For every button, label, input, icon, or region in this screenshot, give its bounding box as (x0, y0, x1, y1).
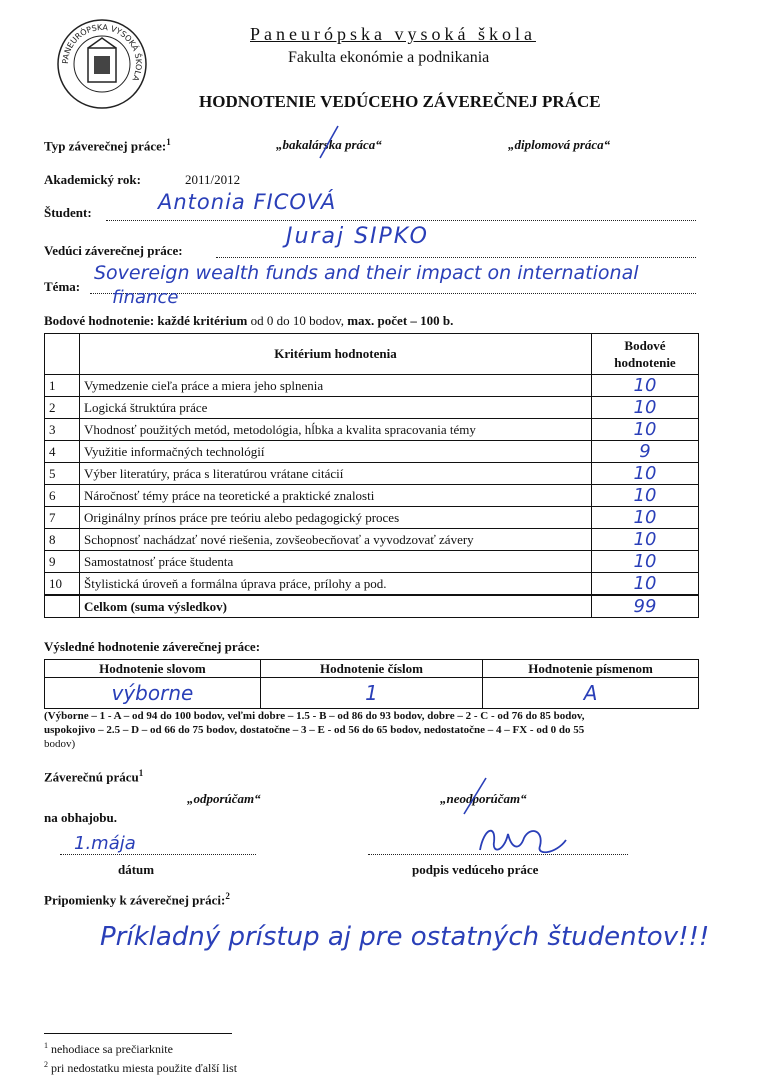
recommend-option: „odporúčam“ (187, 791, 261, 806)
student-value: Antonia FICOVÁ (158, 190, 337, 214)
final-grade-table (44, 659, 699, 709)
criteria-table (44, 333, 699, 618)
year-label: Akademický rok: (44, 172, 141, 187)
grade-letter-value: A (483, 678, 699, 709)
criterion-row: 7 Originálny prínos práce pre teóriu alebo pedagogický proces 10 (45, 507, 699, 529)
theme-value-line2: finance (112, 287, 179, 308)
criterion-column-header: Kritérium hodnotenia (80, 334, 592, 375)
supervisor-line (216, 256, 696, 258)
theme-value-line1: Sovereign wealth funds and their impact on international (94, 262, 639, 284)
type-label: Typ záverečnej práce:$^1$ (44, 137, 171, 154)
student-line (106, 219, 696, 221)
scoring-heading: Bodové hodnotenie: každé kritérium od 0 do 10 bodov, max. počet – 100 b. (44, 313, 454, 328)
date-value: 1.mája (74, 833, 136, 854)
criterion-row: 5 Výber literatúry, práca s literatúrou vrátane citácií 10 (45, 463, 699, 485)
grade-letter-header: Hodnotenie písmenom (483, 660, 699, 678)
university-seal (56, 18, 148, 110)
footnote-2: $^2$ pri nedostatku miesta použite ďalší list (44, 1060, 238, 1075)
theme-label: Téma: (44, 279, 81, 294)
student-label: Študent: (44, 205, 92, 220)
signature-label: podpis vedúceho práce (412, 862, 539, 877)
date-label: dátum (118, 862, 155, 877)
grade-number-header: Hodnotenie číslom (260, 660, 482, 678)
signature-line (368, 853, 628, 855)
year-value: 2011/2012 (185, 172, 241, 187)
total-value: 99 (592, 595, 699, 618)
criterion-row: 10 Štylistická úroveň a formálna úprava práce, prílohy a pod. 10 (45, 573, 699, 596)
type-option-bachelor: „bakalárska práca“ (276, 137, 382, 152)
criterion-row: 6 Náročnosť témy práce na teoretické a praktické znalosti 10 (45, 485, 699, 507)
footnote-1: $^1$ nehodiace sa prečiarknite (44, 1041, 173, 1056)
criteria-header-row (45, 334, 699, 375)
strike-mark (316, 124, 342, 160)
grade-number-value: 1 (260, 678, 482, 709)
total-label: Celkom (suma výsledkov) (80, 595, 592, 618)
grade-scale: (Výborne – 1 - A – od 94 do 100 bodov, veľmi dobre – 1.5 - B – od 86 do 93 bodov, dobre – 2 - C - od 76 do 85 bodov, uspokojivo – 2.5 – D – od 66 do 75 bodov, dostatočne – 3 – E - od 56 do 65 bodov, nedostatočne – 4 – FX - od 0 do 55 bodov) (44, 710, 585, 750)
recommendation-label-2: na obhajobu. (44, 810, 117, 825)
seal-text: PANEURÓPSKA VYSOKÁ ŠKOLA (60, 22, 144, 83)
recommendation-label: Záverečnú prácu$^1$ (44, 768, 144, 785)
grade-words-value: výborne (45, 678, 261, 709)
criterion-row: 2 Logická štruktúra práce 10 (45, 397, 699, 419)
theme-line (90, 292, 696, 294)
faculty-name: Fakulta ekonómie a podnikania (288, 49, 490, 66)
type-option-diploma: „diplomová práca“ (508, 137, 611, 152)
strike-mark-recommend (460, 776, 490, 816)
final-heading: Výsledné hodnotenie záverečnej práce: (44, 639, 261, 654)
university-name: Paneurópska vysoká škola (250, 24, 536, 44)
supervisor-value: Juraj SIPKO (286, 224, 429, 249)
comments-value: Príkladný prístup aj pre ostatných študentov!!! (100, 922, 710, 952)
score-column-header: Bodové hodnotenie (592, 334, 699, 375)
criterion-row: 1 Vymedzenie cieľa práce a miera jeho splnenia 10 (45, 375, 699, 397)
criterion-row: 4 Využitie informačných technológií 9 (45, 441, 699, 463)
supervisor-label: Vedúci záverečnej práce: (44, 243, 183, 258)
not-recommend-option: „neodporúčam“ (440, 791, 527, 806)
date-line (60, 853, 256, 855)
criterion-row: 3 Vhodnosť použitých metód, metodológia, hĺbka a kvalita spracovania témy 10 (45, 419, 699, 441)
footnote-separator (44, 1033, 232, 1034)
total-row (45, 595, 699, 618)
grade-words-header: Hodnotenie slovom (45, 660, 261, 678)
comments-label: Pripomienky k záverečnej práci:$^2$ (44, 891, 230, 908)
criterion-row: 8 Schopnosť nachádzať nové riešenia, zovšeobecňovať a vyvodzovať závery 10 (45, 529, 699, 551)
criterion-row: 9 Samostatnosť práce študenta 10 (45, 551, 699, 573)
page-title: HODNOTENIE VEDÚCEHO ZÁVEREČNEJ PRÁCE (199, 92, 601, 111)
